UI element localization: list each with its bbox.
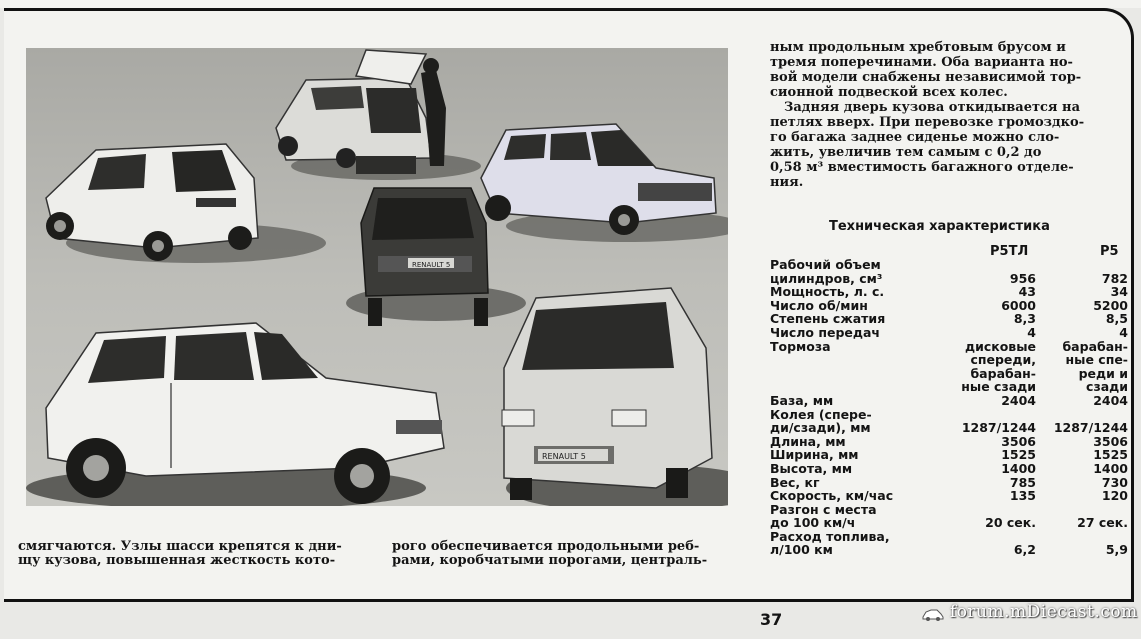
spec-value-r5: 120 [1101,488,1128,504]
p2-line-5: 0,58 м³ вместимость багажного отделе- [770,160,1074,175]
bottom-right-text [392,540,744,568]
spec-title: Техническая характеристика [829,219,1050,234]
spec-row [770,394,1128,408]
spec-label: Длина, мм [770,433,846,449]
spec-row [770,516,1128,530]
spec-value-r5 [1036,503,1128,517]
spec-value-r5: 27 сек. [1077,515,1128,531]
spec-row [770,462,1128,476]
spec-col2-header: Р5 [1100,244,1119,259]
spec-value-r5 [1036,258,1128,272]
spec-row [770,380,1128,394]
spec-row [770,312,1128,326]
spec-label: цилиндров, см³ [770,270,883,286]
spec-row [770,340,1128,354]
spec-col1-header: Р5ТЛ [990,244,1029,259]
spec-value-r5 [1036,530,1128,544]
spec-value-r5: 34 [1110,284,1128,300]
spec-value-r5tl: дисковые [964,338,1036,354]
paragraph-1 [770,40,1120,100]
spec-value-r5tl [928,503,1036,517]
spec-value-r5 [1036,408,1128,422]
spec-value-r5: 1525 [1093,447,1128,463]
p1-line-3: вой модели снабжены независимой тор- [770,70,1082,85]
plate-text-center: RENAULT 5 [412,261,451,269]
spec-row [770,448,1128,462]
spec-label: ди/сзади), мм [770,420,871,436]
spec-row [770,543,1128,557]
spec-value-r5tl: 6000 [1001,297,1036,313]
spec-value-r5: 8,5 [1105,311,1128,327]
p2-line-4: жить, увеличив тем самым с 0,2 до [770,145,1042,160]
watermark [922,602,1138,622]
spec-value-r5tl [928,408,1036,422]
spec-row [770,421,1128,435]
spec-value-r5tl: 6,2 [1013,542,1036,558]
spec-label [770,353,928,367]
spec-row [770,272,1128,286]
spec-value-r5: 782 [1101,270,1128,286]
spec-row [770,408,1128,422]
plate-text-front: RENAULT 5 [542,452,586,461]
spec-value-r5tl: 20 сек. [985,515,1036,531]
spec-label: База, мм [770,392,834,408]
spec-label: Степень сжатия [770,311,886,327]
spec-label: Число передач [770,324,881,340]
spec-label: Рабочий объем [770,257,881,272]
p1-line-2: тремя поперечинами. Оба варианта но- [770,55,1073,70]
spec-value-r5tl: спереди, [970,352,1036,368]
spec-label [770,380,928,394]
spec-value-r5tl: 43 [1018,284,1036,300]
watermark-text: forum.mDiecast.com [949,602,1138,622]
spec-label: Тормоза [770,338,831,354]
spec-label: Расход топлива, [770,528,890,544]
spec-value-r5: 2404 [1093,392,1128,408]
spec-label: Ширина, мм [770,447,859,463]
right-column-text [770,40,1120,190]
spec-value-r5: реди и [1078,365,1128,381]
bottom-left-line-2: щу кузова, повышенная жесткость кото- [18,553,336,568]
bottom-left-text [18,540,373,568]
spec-row [770,299,1128,313]
spec-value-r5: 5,9 [1105,542,1128,558]
p1-line-1: ным продольным хребтовым брусом и [770,40,1066,55]
spec-label: до 100 км/ч [770,515,856,531]
spec-value-r5tl: 1525 [1001,447,1036,463]
spec-value-r5tl: 1400 [1001,460,1036,476]
spec-value-r5: барабан- [1062,338,1128,354]
spec-row [770,476,1128,490]
spec-row [770,285,1128,299]
spec-value-r5tl [928,258,1036,272]
spec-value-r5: 3506 [1093,433,1128,449]
spec-row [770,258,1128,272]
spec-label: Вес, кг [770,474,820,490]
p2-line-2: петлях вверх. При перевозке громоздко- [770,115,1085,130]
spec-value-r5tl: 4 [1027,324,1036,340]
spec-label: Мощность, л. с. [770,284,885,300]
spec-value-r5tl: 8,3 [1013,311,1036,327]
spec-label: Высота, мм [770,460,853,476]
spec-value-r5tl [928,530,1036,544]
cars-photograph [26,48,728,506]
spec-row [770,530,1128,544]
spec-value-r5: 5200 [1093,297,1128,313]
spec-label: л/100 км [770,542,833,558]
spec-row [770,326,1128,340]
spec-value-r5: ные спе- [1065,352,1128,368]
paragraph-2 [770,100,1120,190]
spec-label: Разгон с места [770,501,877,517]
car-front-bottom-right [502,288,712,500]
spec-value-r5tl: барабан- [970,365,1036,381]
spec-value-r5: 4 [1119,324,1128,340]
spec-value-r5tl: 135 [1009,488,1036,504]
spec-label: Скорость, км/час [770,488,894,504]
page-number: 37 [760,610,783,629]
p1-line-4: сионной подвеской всех колес. [770,85,1008,100]
spec-value-r5tl: 785 [1009,474,1036,490]
spec-value-r5tl: 3506 [1001,433,1036,449]
spec-table [770,258,1128,557]
spec-value-r5tl: 2404 [1001,392,1036,408]
spec-row [770,435,1128,449]
p2-line-6: ния. [770,175,804,190]
bottom-right-line-1: рого обеспечивается продольными реб- [392,539,700,554]
spec-value-r5tl: 956 [1009,270,1036,286]
spec-row [770,503,1128,517]
p2-line-3: го багажа заднее сиденье можно сло- [770,130,1060,145]
spec-value-r5: сзади [1086,379,1128,395]
car-logo-icon [922,606,944,620]
spec-value-r5: 1400 [1093,460,1128,476]
bottom-left-line-1: смягчаются. Узлы шасси крепятся к дни- [18,539,342,554]
spec-value-r5: 730 [1101,474,1128,490]
bottom-right-line-2: рами, коробчатыми порогами, централь- [392,553,708,568]
spec-label: Число об/мин [770,297,868,313]
top-strip [0,0,1141,8]
spec-value-r5tl: 1287/1244 [961,420,1036,436]
spec-value-r5: 1287/1244 [1053,420,1128,436]
spec-value-r5tl: ные сзади [961,379,1036,395]
spec-row [770,353,1128,367]
spec-label: Колея (спере- [770,406,872,422]
p2-line-1: Задняя дверь кузова откидывается на [784,100,1080,115]
spec-row [770,489,1128,503]
spec-label [770,367,928,381]
spec-row [770,367,1128,381]
